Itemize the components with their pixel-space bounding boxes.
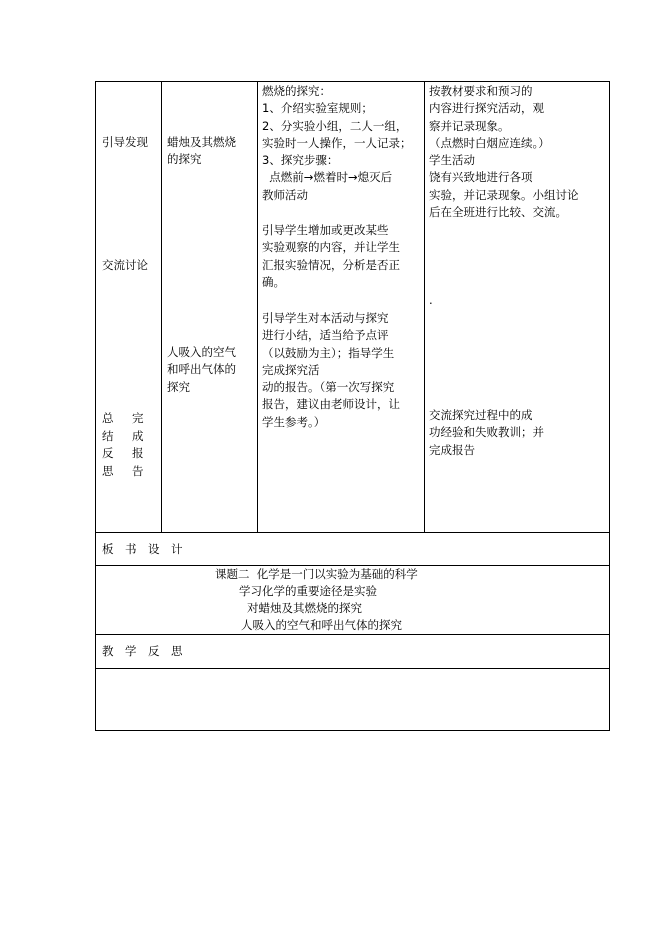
teacher-activity-block-3: 引导学生对本活动与探究 进行小结，适当给予点评 （以鼓励为主）；指导学生 完成探究活 动的报告。（第一次写探究 报告，建议由老师设计，让 学生参考。） [262,311,400,429]
board-design-label: 板 书 设 计 [102,542,183,556]
column-divider-1 [161,82,162,532]
board-line-2: 学习化学的重要途径是实验 [239,584,377,598]
board-line-title: 课题二 化学是一门以实验为基础的科学 [215,567,418,581]
lesson-plan-table: 引导发现 交流讨论 总 完 结 成 反 报 思 告 蜡烛及其燃烧 的探究 人吸入的空气 和呼出气体的 探究 燃烧的探究： 1、介绍实验室规则； 2、分实验小组，二人一组， 实验时一人操作，一人记录； 3、探究步骤： 点燃前→燃着时→熄灭后 教师活动 引导学生增加或更改某些 实验观察的内容，并让学生 汇报实验情况，分析是否正 确。 引导学生对本活动与探究 进行小结，适当给予点评 （以鼓励为主）；指导学生 完成探究活 动的报告。（第一次写探究 报告，建议由老师设计，让 学生参考。） 按教材要求和预习的 内容进行探究活动，观 察并记录现象。 （点燃时白烟应连续。） 学生活动 饶有兴致地进行各项 实验，并记录现象。小组讨论 后在全班进行比较、交流。 . 交流探究过程中的成 功经验和失败教训；并 完成报告 板 书 设 计 课题二 化学是一门以实验为基础的科学 学习化学的重要途径是实验 对蜡烛及其燃烧的探究 人吸入的空气和呼出气体的探究 教 学 反 思 [95,81,610,731]
stage-exchange-discuss: 交流讨论 [102,258,148,272]
column-divider-3 [424,82,425,532]
stray-dot: . [429,293,433,307]
teacher-activity-block-2: 引导学生增加或更改某些 实验观察的内容，并让学生 汇报实验情况，分析是否正 确。 [262,223,400,289]
board-line-3: 对蜡烛及其燃烧的探究 [247,601,362,615]
teacher-activity-block-1: 燃烧的探究： 1、介绍实验室规则； 2、分实验小组，二人一组， 实验时一人操作，一人记录； 3、探究步骤： 点燃前→燃着时→熄灭后 教师活动 [262,84,412,202]
topic-inhaled-exhaled-air: 人吸入的空气 和呼出气体的 探究 [167,345,236,394]
topic-candle-combustion: 蜡烛及其燃烧 的探究 [167,135,236,167]
row-divider-reflection-content [96,668,609,669]
board-line-4: 人吸入的空气和呼出气体的探究 [241,618,402,632]
student-activity-block-2: 交流探究过程中的成 功经验和失败教训；并 完成报告 [429,408,544,457]
stage-guide-discover: 引导发现 [102,135,148,149]
row-divider-board-header [96,532,609,533]
teaching-reflection-label: 教 学 反 思 [102,644,183,658]
row-divider-reflection-header [96,634,609,635]
column-divider-2 [257,82,258,532]
student-activity-block-1: 按教材要求和预习的 内容进行探究活动，观 察并记录现象。 （点燃时白烟应连续。） 学生活动 饶有兴致地进行各项 实验，并记录现象。小组讨论 后在全班进行比较、交流。 [429,84,579,220]
